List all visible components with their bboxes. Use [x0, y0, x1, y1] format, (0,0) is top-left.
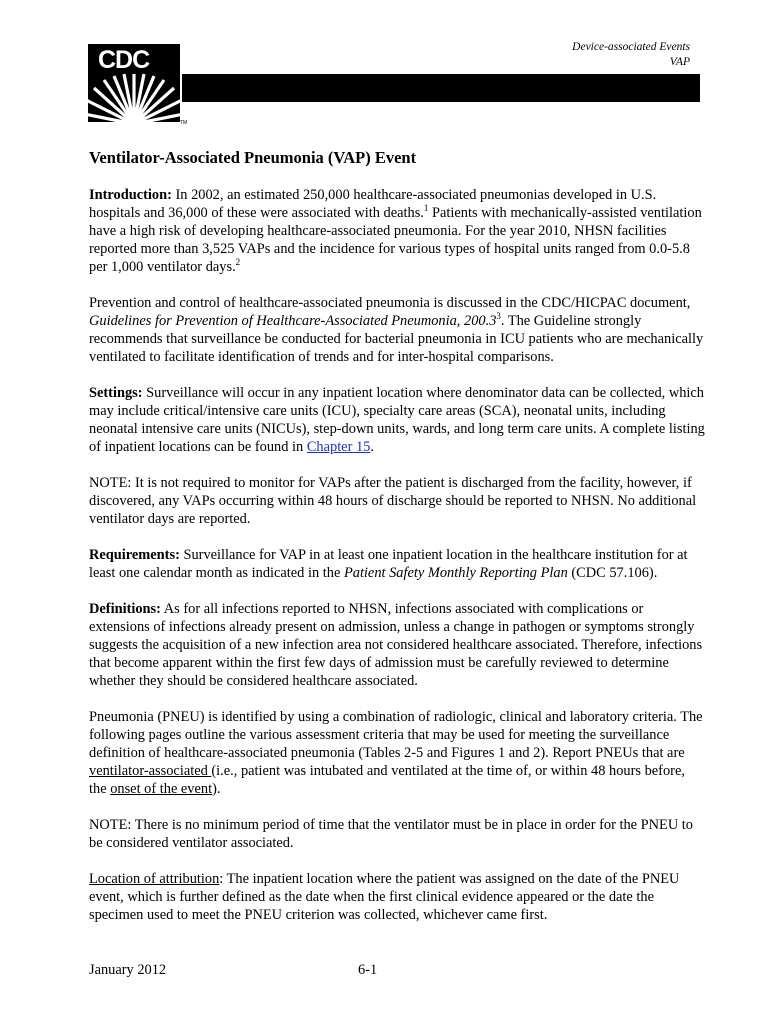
onset-of-event-term: onset of the event — [110, 781, 213, 797]
settings-paragraph — [89, 384, 705, 456]
definitions-paragraph — [89, 600, 705, 690]
location-text: : The inpatient location where the patient was assigned on the date of the PNEU event, which is further defined as the date when the first clinical evidence appeared or the date the specimen used to meet the PNEU criterion was collected, whichever came first. — [89, 871, 680, 923]
reporting-plan-title: Patient Safety Monthly Reporting Plan — [343, 565, 568, 581]
footnote-ref-3: 3 — [496, 311, 501, 322]
page-number: 6-1 — [358, 962, 378, 978]
note-ventilator-paragraph: NOTE: There is no minimum period of time that the ventilator must be in place in order for the PNEU to be considered ventilator associated. — [89, 817, 694, 851]
introduction-text-1: In 2002, an estimated 250,000 healthcare-associated pneumonias developed in U.S. hospitals and 36,000 of these were associated with deaths. — [89, 187, 657, 221]
header-bar — [182, 74, 700, 102]
footer-date: January 2012 — [89, 962, 167, 978]
chapter-15-link[interactable]: Chapter 15 — [306, 439, 371, 455]
introduction-paragraph — [89, 186, 705, 276]
requirements-text-1: Surveillance for VAP in at least one inpatient location in the healthcare institution for at least one calendar month as indicated in the — [89, 547, 688, 581]
introduction-label: Introduction: — [89, 187, 172, 203]
settings-label: Settings: — [89, 385, 143, 401]
pneumonia-text-2: (i.e., patient was intubated and ventilated at the time of, or within 48 hours before, the — [89, 763, 685, 797]
location-of-attribution-term: Location of attribution — [89, 871, 220, 887]
requirements-paragraph — [89, 546, 705, 582]
introduction-text-2: Patients with mechanically-assisted ventilation have a high risk of developing healthcare-associated pneumonia. For the year 2010, NHSN facilities reported more than 3,525 VAPs and the incidence for various types of hospital units ranged from 0.0-5.8 per 1,000 ventilator days. — [89, 205, 702, 275]
ventilator-associated-term: ventilator-associated — [89, 763, 212, 779]
location-paragraph — [89, 870, 705, 924]
footnote-ref-1: 1 — [423, 203, 429, 214]
running-header — [572, 40, 690, 70]
footnote-ref-2: 2 — [235, 257, 241, 268]
prevention-text-1: Prevention and control of healthcare-associated pneumonia is discussed in the CDC/HICPAC document, — [89, 295, 691, 311]
cdc-logo — [88, 44, 188, 128]
running-header-topic: VAP — [669, 56, 690, 68]
requirements-label: Requirements: — [89, 547, 180, 563]
definitions-label: Definitions: — [89, 601, 161, 617]
pneumonia-text-3: ). — [212, 781, 221, 797]
prevention-paragraph — [89, 294, 705, 366]
cdc-logo-mark — [88, 44, 180, 122]
logo-text: CDC — [98, 46, 150, 74]
note-discharge-paragraph: NOTE: It is not required to monitor for VAPs after the patient is discharged from the facility, however, if discovered, any VAPs occurring within 48 hours of discharge should be reported to NHSN. No additional ventilator days are reported. — [89, 475, 697, 527]
guideline-title: Guidelines for Prevention of Healthcare-Associated Pneumonia, 200.3 — [89, 313, 497, 329]
trademark-mark: TM — [180, 120, 188, 126]
pneumonia-text-1: Pneumonia (PNEU) is identified by using a combination of radiologic, clinical and laboratory criteria. The following pages outline the various assessment criteria that may be used for meeting the surveillance definition of healthcare-associated pneumonia (Tables 2-5 and Figures 1 and 2). Report PNEUs that are — [89, 709, 703, 761]
settings-text-2: . — [370, 439, 374, 455]
definitions-text: As for all infections reported to NHSN, infections associated with complications or extensions of infections already present on admission, unless a change in pathogen or symptoms strongly suggests the acquisition of a new infection area not considered healthcare associated. Therefore, infections that become apparent within the first few days of admission must be carefully reviewed to determine whether they should be considered healthcare associated. — [89, 601, 703, 689]
document-body — [89, 148, 705, 942]
page-title: Ventilator-Associated Pneumonia (VAP) Event — [89, 148, 417, 167]
settings-text-1: Surveillance will occur in any inpatient location where denominator data can be collected, which may include critical/intensive care units (ICU), specialty care areas (SCA), neonatal units, including neonatal intensive care units (NICUs), step-down units, wards, and long term care units. A complete listing of inpatient locations can be found in — [89, 385, 705, 455]
prevention-text-2: . The Guideline strongly recommends that surveillance be conducted for bacterial pneumonia in ICU patients who are mechanically ventilated to facilitate identification of trends and for inter-hospital comparisons. — [89, 313, 704, 365]
pneumonia-paragraph — [89, 708, 705, 798]
requirements-text-2: (CDC 57.106). — [567, 565, 658, 581]
running-header-section: Device-associated Events — [572, 41, 690, 53]
